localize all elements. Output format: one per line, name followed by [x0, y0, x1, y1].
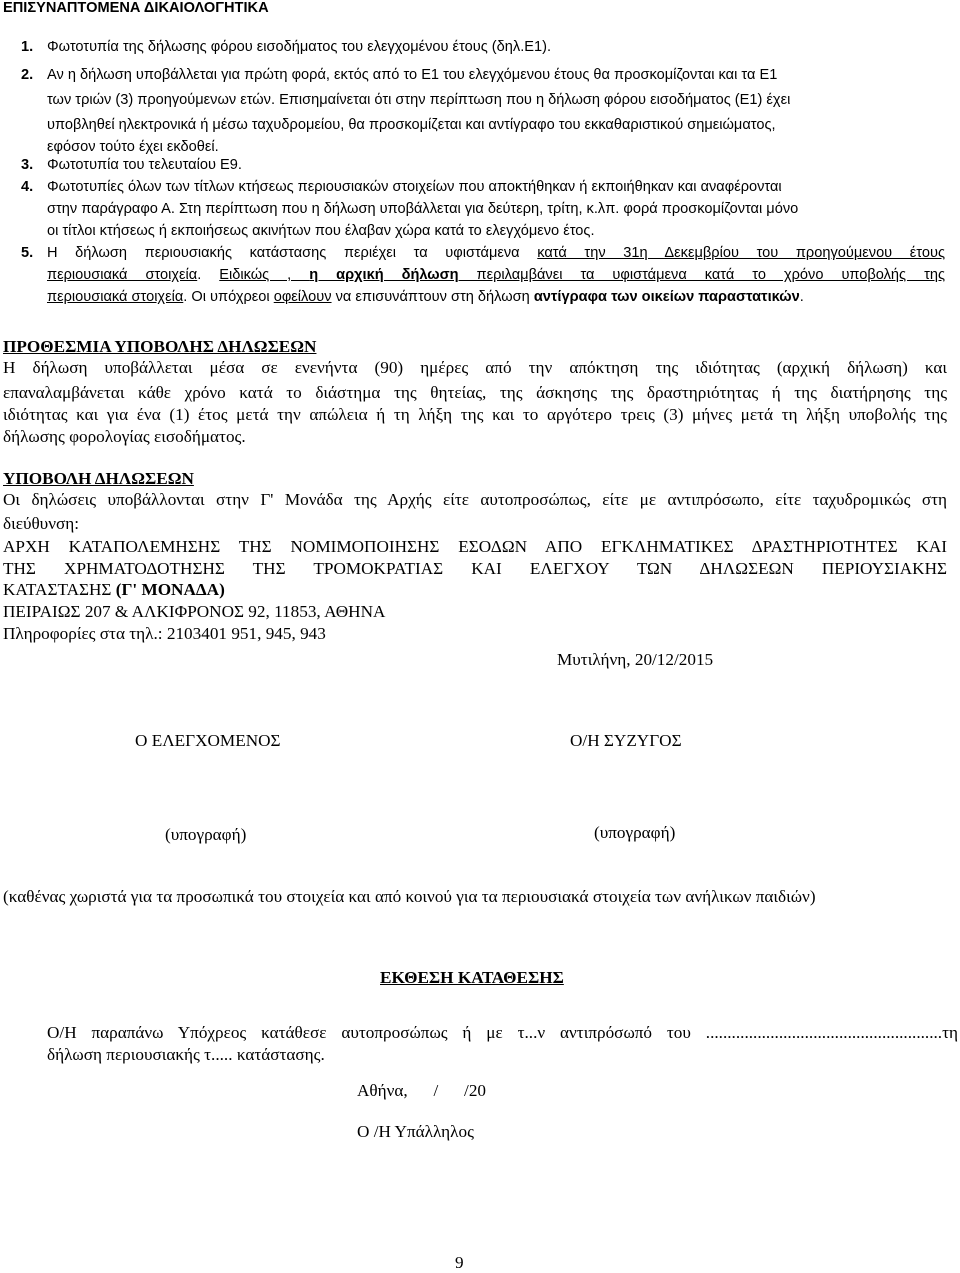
submission-heading: ΥΠΟΒΟΛΗ ΔΗΛΩΣΕΩΝ: [3, 469, 194, 488]
item-5-line-1: [47, 245, 945, 261]
deadline-line-2: επαναλαμβάνεται κάθε χρόνο κατά το διάστημα της θητείας, της άσκησης της δραστηριότητας ή της διατήρησης της: [3, 383, 947, 402]
item-2-line-3: υποβληθεί ηλεκτρονικά ή μέσω ταχυδρομείου, θα προσκομίζεται και αντίγραφο του εκκαθαριστικού σημειώματος,: [47, 117, 776, 133]
deposit-place-date: Αθήνα, / /20: [357, 1081, 487, 1100]
item-1-text: Φωτοτυπία της δήλωσης φόρου εισοδήματος του ελεγχομένου έτους (δηλ.Ε1).: [47, 39, 552, 55]
item-2-number: 2.: [21, 67, 34, 83]
submission-line-2: διεύθυνση:: [3, 514, 79, 533]
deadline-line-4: δήλωσης φορολογίας εισοδήματος.: [3, 427, 246, 446]
item-5-text-m: .: [799, 289, 804, 305]
authority-line-2: ΤΗΣ ΧΡΗΜΑΤΟΔΟΤΗΣΗΣ ΤΗΣ ΤΡΟΜΟΚΡΑΤΙΑΣ ΚΑΙ ΕΛΕΓΧΟΥ ΤΩΝ ΔΗΛΩΣΕΩΝ ΠΕΡΙΟΥΣΙΑΚΗΣ: [3, 559, 947, 578]
item-5-text-d: .: [197, 267, 220, 283]
item-5-text-c: περιουσιακά στοιχεία: [47, 267, 198, 283]
attachments-heading: ΕΠΙΣΥΝΑΠΤΟΜΕΝΑ ΔΙΚΑΙΟΛΟΓΗΤΙΚΑ: [3, 0, 269, 16]
page-number: 9: [455, 1253, 464, 1272]
authority-address: ΠΕΙΡΑΙΩΣ 207 & ΑΛΚΙΦΡΟΝΟΣ 92, 11853, ΑΘΗΝΑ: [3, 602, 386, 621]
item-5-text-i: . Οι υπόχρεοι: [183, 289, 274, 305]
item-1-number: 1.: [21, 39, 34, 55]
item-5-text-l: αντίγραφα των οικείων παραστατικών: [533, 289, 800, 305]
item-5-text-g: περιλαμβάνει τα υφιστάμενα κατά το χρόνο υποβολής της: [458, 267, 945, 283]
right-signature-label: (υπογραφή): [594, 823, 676, 842]
item-5-line-3: [47, 289, 804, 305]
authority-line-1: ΑΡΧΗ ΚΑΤΑΠΟΛΕΜΗΣΗΣ ΤΗΣ ΝΟΜΙΜΟΠΟΙΗΣΗΣ ΕΣΟΔΩΝ ΑΠΟ ΕΓΚΛΗΜΑΤΙΚΕΣ ΔΡΑΣΤΗΡΙΟΤΗΤΕΣ ΚΑΙ: [3, 537, 947, 556]
authority-state-text: ΚΑΤΑΣΤΑΣΗΣ: [3, 580, 116, 599]
item-5-text-j: οφείλουν: [273, 289, 332, 305]
deposit-line-1: Ο/Η παραπάνω Υπόχρεος κατάθεσε αυτοπροσώπως ή με τ...ν αντιπρόσωπό του .......................................................τη: [47, 1023, 958, 1042]
place-date: Μυτιλήνη, 20/12/2015: [557, 650, 714, 669]
left-signature-label: (υπογραφή): [165, 825, 247, 844]
deadline-heading: ΠΡΟΘΕΣΜΙΑ ΥΠΟΒΟΛΗΣ ΔΗΛΩΣΕΩΝ: [3, 337, 317, 356]
authority-unit-text: (Γ' ΜΟΝΑΔΑ): [115, 580, 225, 599]
item-4-line-2: στην παράγραφο Α. Στη περίπτωση που η δήλωση υποβάλλεται για δεύτερη, τρίτη, κ.λπ. φορά προσκομίζονται μόνο: [47, 201, 799, 217]
item-5-text-a: Η δήλωση περιουσιακής κατάστασης περιέχει τα υφιστάμενα: [47, 245, 538, 261]
item-2-line-2b: Επισημαίνεται ότι στην περίπτωση που η δήλωση φόρου εισοδήματος (Ε1) έχει: [279, 92, 791, 108]
item-2-line-2: [47, 92, 790, 108]
deadline-line-1: Η δήλωση υποβάλλεται μέσα σε ενενήντα (90) ημέρες από την απόκτηση της ιδιότητας (αρχική δήλωση) και: [3, 358, 947, 377]
item-3-number: 3.: [21, 157, 34, 173]
item-3-text: Φωτοτυπία του τελευταίου Ε9.: [47, 157, 242, 173]
item-5-line-2: [47, 267, 945, 283]
deposit-official: Ο /Η Υπάλληλος: [357, 1122, 474, 1141]
item-5-text-h: περιουσιακά στοιχεία: [47, 289, 184, 305]
deposit-heading: ΕΚΘΕΣΗ ΚΑΤΑΘΕΣΗΣ: [380, 968, 564, 987]
item-5-number: 5.: [21, 245, 34, 261]
right-signatory-title: Ο/Η ΣΥΖΥΓΟΣ: [570, 731, 682, 750]
left-signatory-title: Ο ΕΛΕΓΧΟΜΕΝΟΣ: [135, 731, 281, 750]
deposit-line-2: δήλωση περιουσιακής τ..... κατάστασης.: [47, 1045, 325, 1064]
item-4-number: 4.: [21, 179, 34, 195]
item-2-line-1: Αν η δήλωση υποβάλλεται για πρώτη φορά, εκτός από το Ε1 του ελεγχόμενου έτους θα προσκομίζονται και τα Ε1: [47, 67, 778, 83]
authority-phones: Πληροφορίες στα τηλ.: 2103401 951, 945, 943: [3, 624, 326, 643]
deadline-line-3: ιδιότητας και για ένα (1) έτος μετά την απώλεια ή τη λήξη της και το αργότερο τρεις (3) μήνες μετά τη λήξη υποβολής της: [3, 405, 947, 424]
item-2-line-2a: των τριών (3) προηγούμενων ετών.: [47, 92, 276, 108]
item-4-line-3: οι τίτλοι κτήσεως ή εκποιήσεως ακινήτων που έλαβαν χώρα κατά το ελεγχόμενο έτος.: [47, 223, 595, 239]
item-5-text-b: κατά την 31η Δεκεμβρίου του προηγούμενου έτους: [537, 245, 945, 261]
item-4-line-1: Φωτοτυπίες όλων των τίτλων κτήσεως περιουσιακών στοιχείων που αποκτήθηκαν ή εκποιήθηκαν και αναφέρονται: [47, 179, 782, 195]
item-5-text-f: η αρχική δήλωση: [309, 267, 459, 283]
submission-line-1: Οι δηλώσεις υποβάλλονται στην Γ' Μονάδα της Αρχής είτε αυτοπροσώπως, είτε με αντιπρόσωπο, είτε ταχυδρομικώς στη: [3, 490, 947, 509]
item-5-text-k: να επισυνάπτουν στη δήλωση: [331, 289, 534, 305]
authority-line-3: [3, 580, 225, 600]
item-5-text-e: Ειδικώς ,: [219, 267, 310, 283]
item-2-line-4: εφόσον τούτο έχει εκδοθεί.: [47, 139, 219, 155]
signature-note: (καθένας χωριστά για τα προσωπικά του στοιχεία και από κοινού για τα περιουσιακά στοιχεία των ανήλικων παιδιών): [3, 887, 816, 906]
